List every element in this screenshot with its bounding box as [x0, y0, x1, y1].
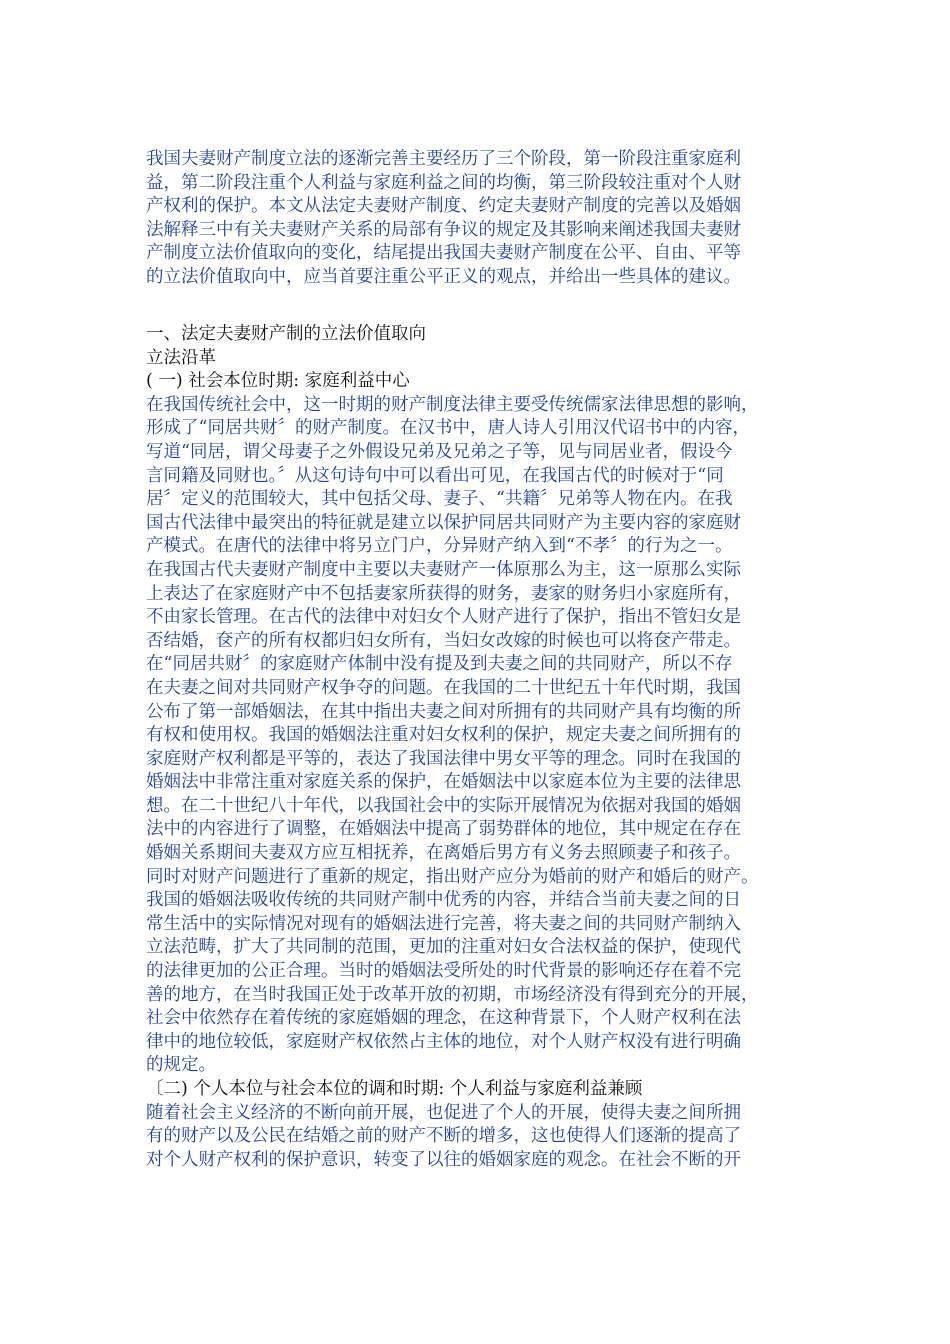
abstract-line: 产权利的保护。本文从法定夫妻财产制度、约定夫妻财产制度的完善以及婚姻 — [146, 196, 741, 217]
body-line: 公布了第一部婚姻法，在其中指出夫妻之间对所拥有的共同财产具有均衡的所 — [146, 701, 741, 722]
body-line: 婚姻关系期间夫妻双方应互相抚养，在离婚后男方有义务去照顾妻子和孩子。 — [146, 843, 741, 864]
body-line: 在我国古代夫妻财产制度中主要以夫妻财产一体原那么为主，这一原那么实际 — [146, 559, 741, 580]
body-line: 写道“同居，谓父母妻子之外假设兄弟及兄弟之子等，见与同居业者，假设今 — [146, 441, 733, 462]
body-line: 立法范畴，扩大了共同制的范围，更加的注重对妇女合法权益的保护，使现代 — [146, 937, 741, 958]
body-line: 有的财产以及公民在结婚之前的财产不断的增多，这也使得人们逐渐的提高了 — [146, 1126, 741, 1147]
body-line: 在夫妻之间对共同财产权争夺的问题。在我国的二十世纪五十年代时期，我国 — [146, 677, 741, 698]
part2-body — [146, 1102, 826, 1173]
body-line: 随着社会主义经济的不断向前开展，也促进了个人的开展，使得夫妻之间所拥 — [146, 1102, 741, 1123]
body-line: 对个人财产权利的保护意识，转变了以往的婚姻家庭的观念。在社会不断的开 — [146, 1149, 741, 1170]
section-one — [146, 323, 826, 1172]
body-line: 居〞定义的范围较大，其中包括父母、妻子、“共籍〞兄弟等人物在内。在我 — [146, 489, 733, 510]
abstract-line: 益，第二阶段注重个人利益与家庭利益之间的均衡，第三阶段较注重对个人财 — [146, 172, 741, 193]
body-line: 律中的地位较低，家庭财产权依然占主体的地位，对个人财产权没有进行明确 — [146, 1031, 741, 1052]
body-line: 想。在二十世纪八十年代，以我国社会中的实际开展情况为依据对我国的婚姻 — [146, 795, 741, 816]
abstract-line: 法解释三中有关夫妻财产关系的局部有争议的规定及其影响来阐述我国夫妻财 — [146, 219, 741, 240]
abstract-line: 我国夫妻财产制度立法的逐渐完善主要经历了三个阶段，第一阶段注重家庭利 — [146, 149, 741, 169]
part1-title: ( 一) 社会本位时期: 家庭利益中心 — [146, 371, 410, 392]
section-heading: 一、法定夫妻财产制的立法价值取向 — [146, 324, 426, 344]
body-line: 否结婚，奁产的所有权都归妇女所有，当妇女改嫁的时候也可以将奁产带走。 — [146, 630, 741, 651]
body-line: 形成了“同居共财〞的财产制度。在汉书中，唐人诗人引用汉代诏书中的内容， — [146, 418, 750, 439]
body-line: 不由家长管理。在古代的法律中对妇女个人财产进行了保护，指出不管妇女是 — [146, 607, 741, 628]
body-line: 善的地方，在当时我国正处于改革开放的初期，市场经济没有得到充分的开展， — [146, 984, 759, 1005]
body-line: 家庭财产权利都是平等的，表达了我国法律中男女平等的理念。同时在我国的 — [146, 748, 741, 769]
body-line: 社会中依然存在着传统的家庭婚姻的理念，在这种背景下，个人财产权利在法 — [146, 1008, 741, 1029]
body-line: 在我国传统社会中，这一时期的财产制度法律主要受传统儒家法律思想的影响， — [146, 394, 759, 415]
body-line: 我国的婚姻法吸收传统的共同财产制中优秀的内容，并结合当前夫妻之间的日 — [146, 890, 741, 911]
part2-title: 〔二) 个人本位与社会本位的调和时期: 个人利益与家庭利益兼顾 — [146, 1079, 643, 1099]
body-line: 在“同居共财〞的家庭财产体制中没有提及到夫妻之间的共同财产，所以不存 — [146, 654, 733, 675]
body-line: 产模式。在唐代的法律中将另立门户，分异财产纳入到“不孝〞的行为之一。 — [146, 536, 733, 557]
body-line: 的法律更加的公正合理。当时的婚姻法受所处的时代背景的影响还存在着不完 — [146, 961, 741, 982]
body-line: 国古代法律中最突出的特征就是建立以保护同居共同财产为主要内容的家庭财 — [146, 512, 741, 533]
body-line: 常生活中的实际情况对现有的婚姻法进行完善，将夫妻之间的共同财产制纳入 — [146, 913, 741, 934]
body-line: 婚姻法中非常注重对家庭关系的保护，在婚姻法中以家庭本位为主要的法律思 — [146, 772, 741, 793]
part1-body — [146, 394, 826, 1078]
section-subheading: 立法沿革 — [146, 347, 216, 368]
body-line: 同时对财产问题进行了重新的规定，指出财产应分为婚前的财产和婚后的财产。 — [146, 866, 759, 887]
body-line: 的规定。 — [146, 1055, 216, 1076]
body-line: 有权和使用权。我国的婚姻法注重对妇女权利的保护，规定夫妻之间所拥有的 — [146, 725, 741, 746]
abstract-paragraph — [146, 148, 826, 290]
abstract-line: 产制度立法价值取向的变化，结尾提出我国夫妻财产制度在公平、自由、平等 — [146, 243, 741, 264]
body-line: 言同籍及同财也。〞从这句诗句中可以看出可见，在我国古代的时候对于“同 — [146, 465, 724, 486]
body-line: 上表达了在家庭财产中不包括妻家所获得的财务，妻家的财务归小家庭所有， — [146, 583, 741, 604]
body-line: 法中的内容进行了调整，在婚姻法中提高了弱势群体的地位，其中规定在存在 — [146, 819, 741, 840]
abstract-line: 的立法价值取向中，应当首要注重公平正义的观点，并给出一些具体的建议。 — [146, 266, 741, 287]
